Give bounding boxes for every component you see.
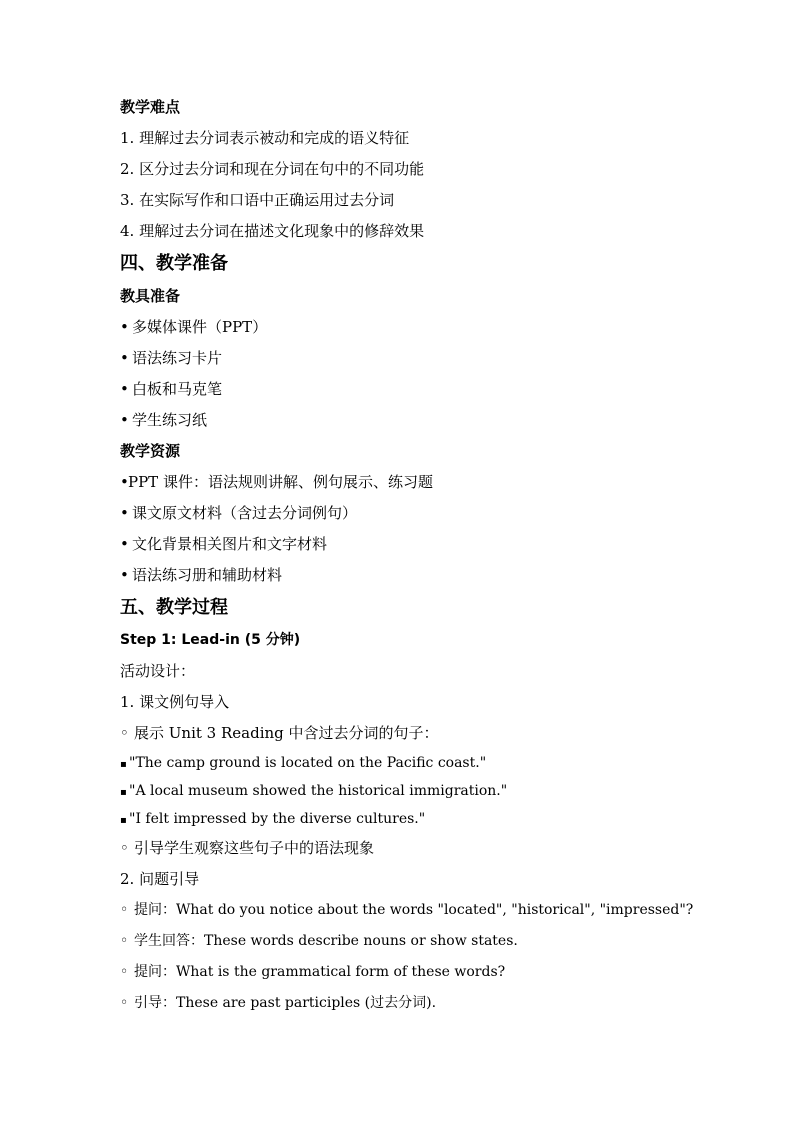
circle-mark: ◦ <box>120 839 129 857</box>
circle-mark: ◦ <box>120 995 129 1011</box>
part2-item-1: ◦ 提问：What do you notice about the words "located", "historical", "impressed"? <box>120 895 740 926</box>
resource-item-3: • 文化背景相关图片和文字材料 <box>120 529 740 560</box>
part2-item-2: ◦ 学生回答：These words describe nouns or show states. <box>120 926 740 957</box>
document-page <box>120 92 740 1019</box>
square-mark: ▪ <box>120 815 127 826</box>
difficulty-item-3: 3. 在实际写作和口语中正确运用过去分词 <box>120 191 395 209</box>
tools-heading: 教具准备 <box>120 287 181 305</box>
bullet-mark: • <box>120 473 129 491</box>
resources-heading: 教学资源 <box>120 442 181 460</box>
preparation-heading: 四、教学准备 <box>120 253 228 274</box>
difficulty-item-2: 2. 区分过去分词和现在分词在句中的不同功能 <box>120 160 425 178</box>
example-sentence-1: ▪ "The camp ground is located on the Pacific coast." <box>120 749 740 777</box>
part1-guide: ◦ 引导学生观察这些句子中的语法现象 <box>120 833 740 864</box>
circle-mark: ◦ <box>120 964 129 980</box>
bullet-mark: • <box>120 504 129 522</box>
part2-title: 2. 问题引导 <box>120 870 200 888</box>
resource-item-4: • 语法练习册和辅助材料 <box>120 560 740 591</box>
activity-label: 活动设计： <box>120 662 196 680</box>
part2-item-4: ◦ 引导：These are past participles (过去分词). <box>120 988 740 1019</box>
difficulty-item-4: 4. 理解过去分词在描述文化现象中的修辞效果 <box>120 222 425 240</box>
tool-item-3: • 白板和马克笔 <box>120 374 740 405</box>
part1-title: 1. 课文例句导入 <box>120 693 230 711</box>
part1-intro: ◦ 展示 Unit 3 Reading 中含过去分词的句子： <box>120 718 740 749</box>
part2-item-3: ◦ 提问：What is the grammatical form of these words? <box>120 957 740 988</box>
example-sentence-2: ▪ "A local museum showed the historical immigration." <box>120 777 740 805</box>
bullet-mark: • <box>120 380 129 398</box>
bullet-mark: • <box>120 318 129 336</box>
step1-heading: Step 1: Lead-in (5 分钟) <box>120 632 301 648</box>
bullet-mark: • <box>120 566 129 584</box>
circle-mark: ◦ <box>120 724 129 742</box>
bullet-mark: • <box>120 535 129 553</box>
resource-item-2: • 课文原文材料（含过去分词例句） <box>120 498 740 529</box>
square-mark: ▪ <box>120 787 127 798</box>
difficulty-item-1: 1. 理解过去分词表示被动和完成的语义特征 <box>120 129 410 147</box>
circle-mark: ◦ <box>120 933 129 949</box>
difficulties-heading: 教学难点 <box>120 98 181 116</box>
tool-item-2: • 语法练习卡片 <box>120 343 740 374</box>
example-sentence-3: ▪ "I felt impressed by the diverse cultures." <box>120 805 740 833</box>
tool-item-1: • 多媒体课件（PPT） <box>120 312 740 343</box>
bullet-mark: • <box>120 349 129 367</box>
circle-mark: ◦ <box>120 902 129 918</box>
process-heading: 五、教学过程 <box>120 597 228 618</box>
tool-item-4: • 学生练习纸 <box>120 405 740 436</box>
square-mark: ▪ <box>120 759 127 770</box>
bullet-mark: • <box>120 411 129 429</box>
resource-item-1: •PPT 课件：语法规则讲解、例句展示、练习题 <box>120 467 740 498</box>
